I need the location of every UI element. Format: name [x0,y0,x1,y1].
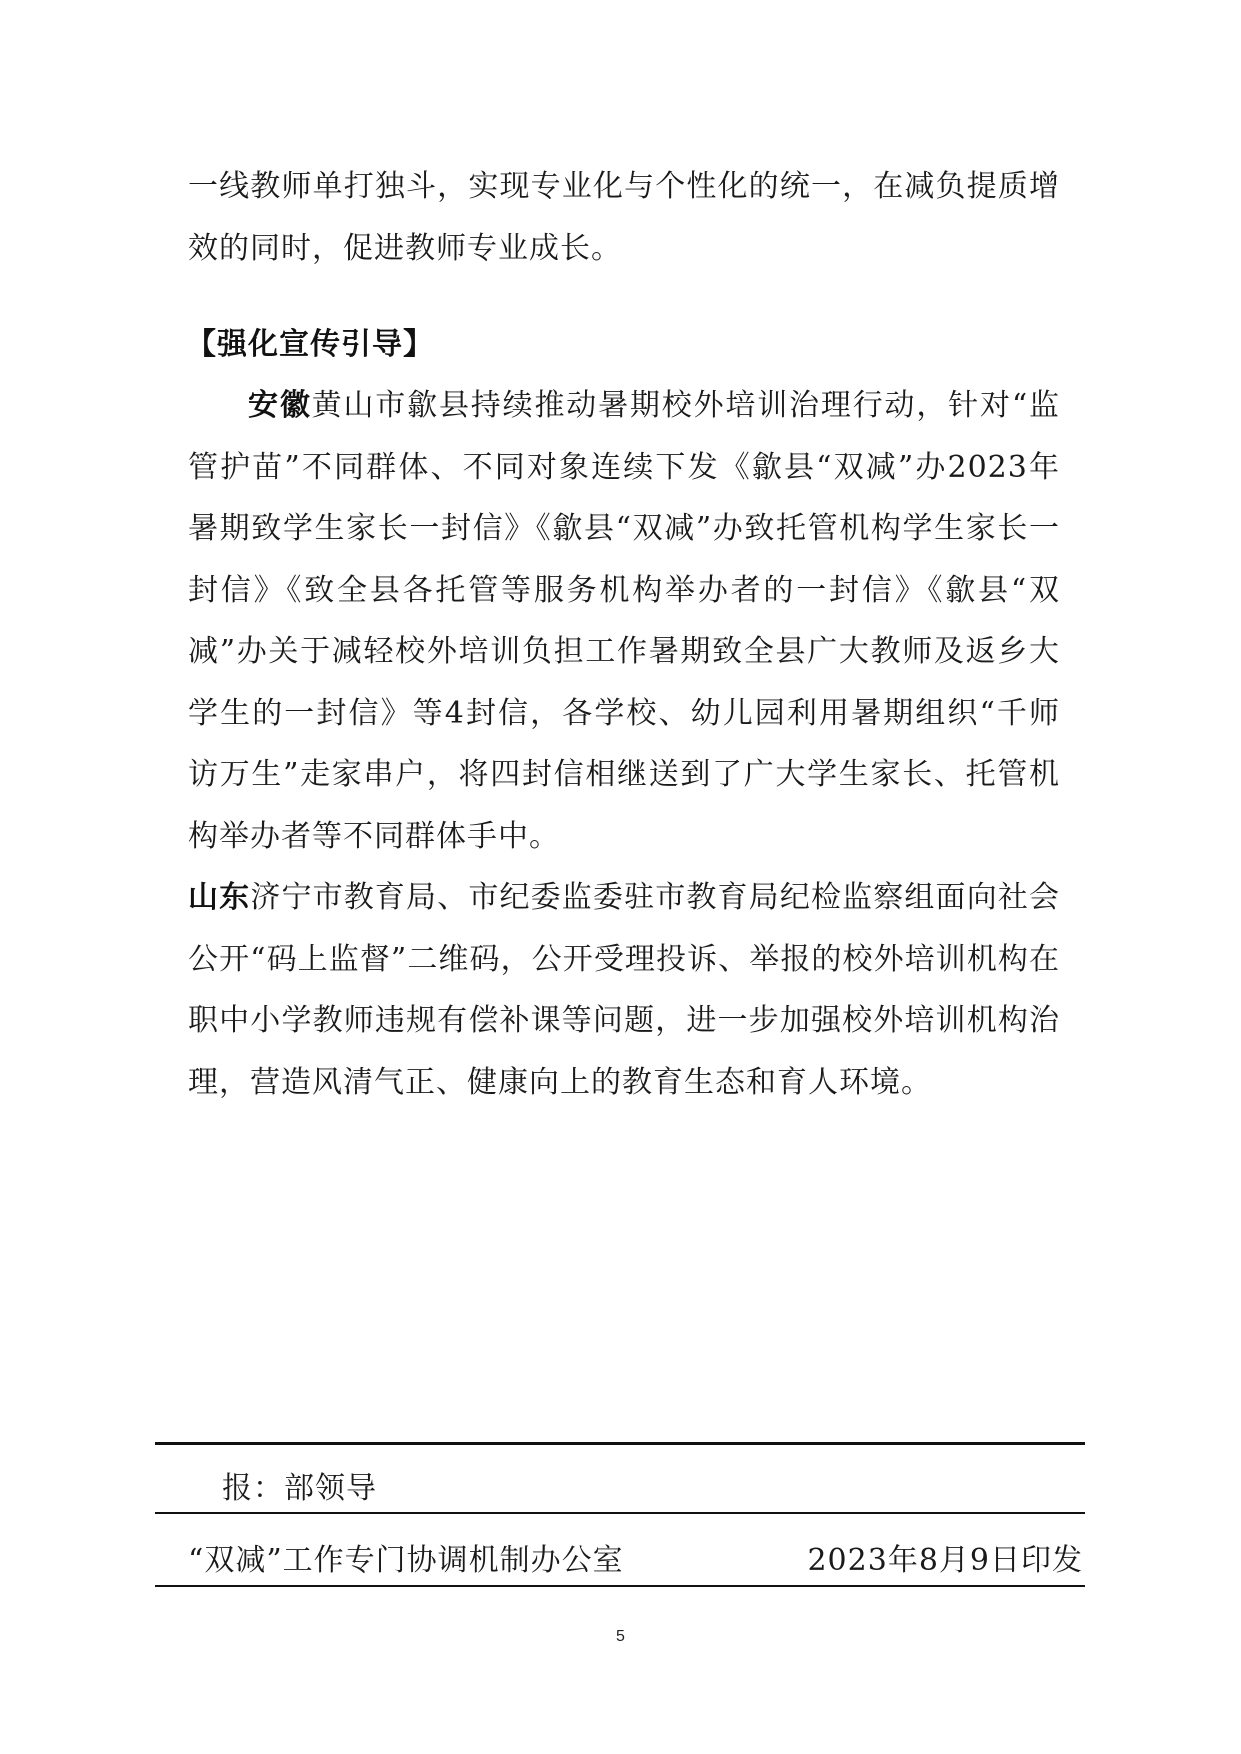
footer-rule-bottom [155,1585,1085,1587]
shandong-text: 济宁市教育局、市纪委监委驻市教育局纪检监察组面向社会公开“码上监督”二维码，公开受理投诉、举报的校外培训机构在职中小学教师违规有偿补课等问题，进一步加强校外培训机构治理，营造风清气正、健康向上的教育生态和育人环境。 [188,880,1060,1100]
region-label-anhui: 安徽 [248,388,312,423]
page-number: 5 [616,1628,625,1645]
report-to: 报：部领导 [222,1471,377,1506]
footer-rule-middle [155,1512,1085,1514]
region-label-shandong: 山东 [188,880,251,915]
paragraph-shandong [188,867,1060,1113]
issuing-office: “双减”工作专门协调机制办公室 [188,1543,624,1578]
section-heading: 【强化宣传引导】 [186,327,434,362]
paragraph-anhui [188,375,1060,867]
footer-rule-top [155,1442,1085,1445]
paragraph-continued: 一线教师单打独斗，实现专业化与个性化的统一，在减负提质增效的同时，促进教师专业成长。 [188,169,1060,266]
issue-date: 2023年8月9日印发 [807,1543,1083,1578]
anhui-text: 黄山市歙县持续推动暑期校外培训治理行动，针对“监管护苗”不同群体、不同对象连续下发《歙县“双减”办2023年暑期致学生家长一封信》《歙县“双减”办致托管机构学生家长一封信》《致全县各托管等服务机构举办者的一封信》《歙县“双减”办关于减轻校外培训负担工作暑期致全县广大教师及返乡大学生的一封信》等4封信，各学校、幼儿园利用暑期组织“千师访万生”走家串户，将四封信相继送到了广大学生家长、托管机构举办者等不同群体手中。 [188,388,1060,854]
section-body [188,375,1060,1113]
